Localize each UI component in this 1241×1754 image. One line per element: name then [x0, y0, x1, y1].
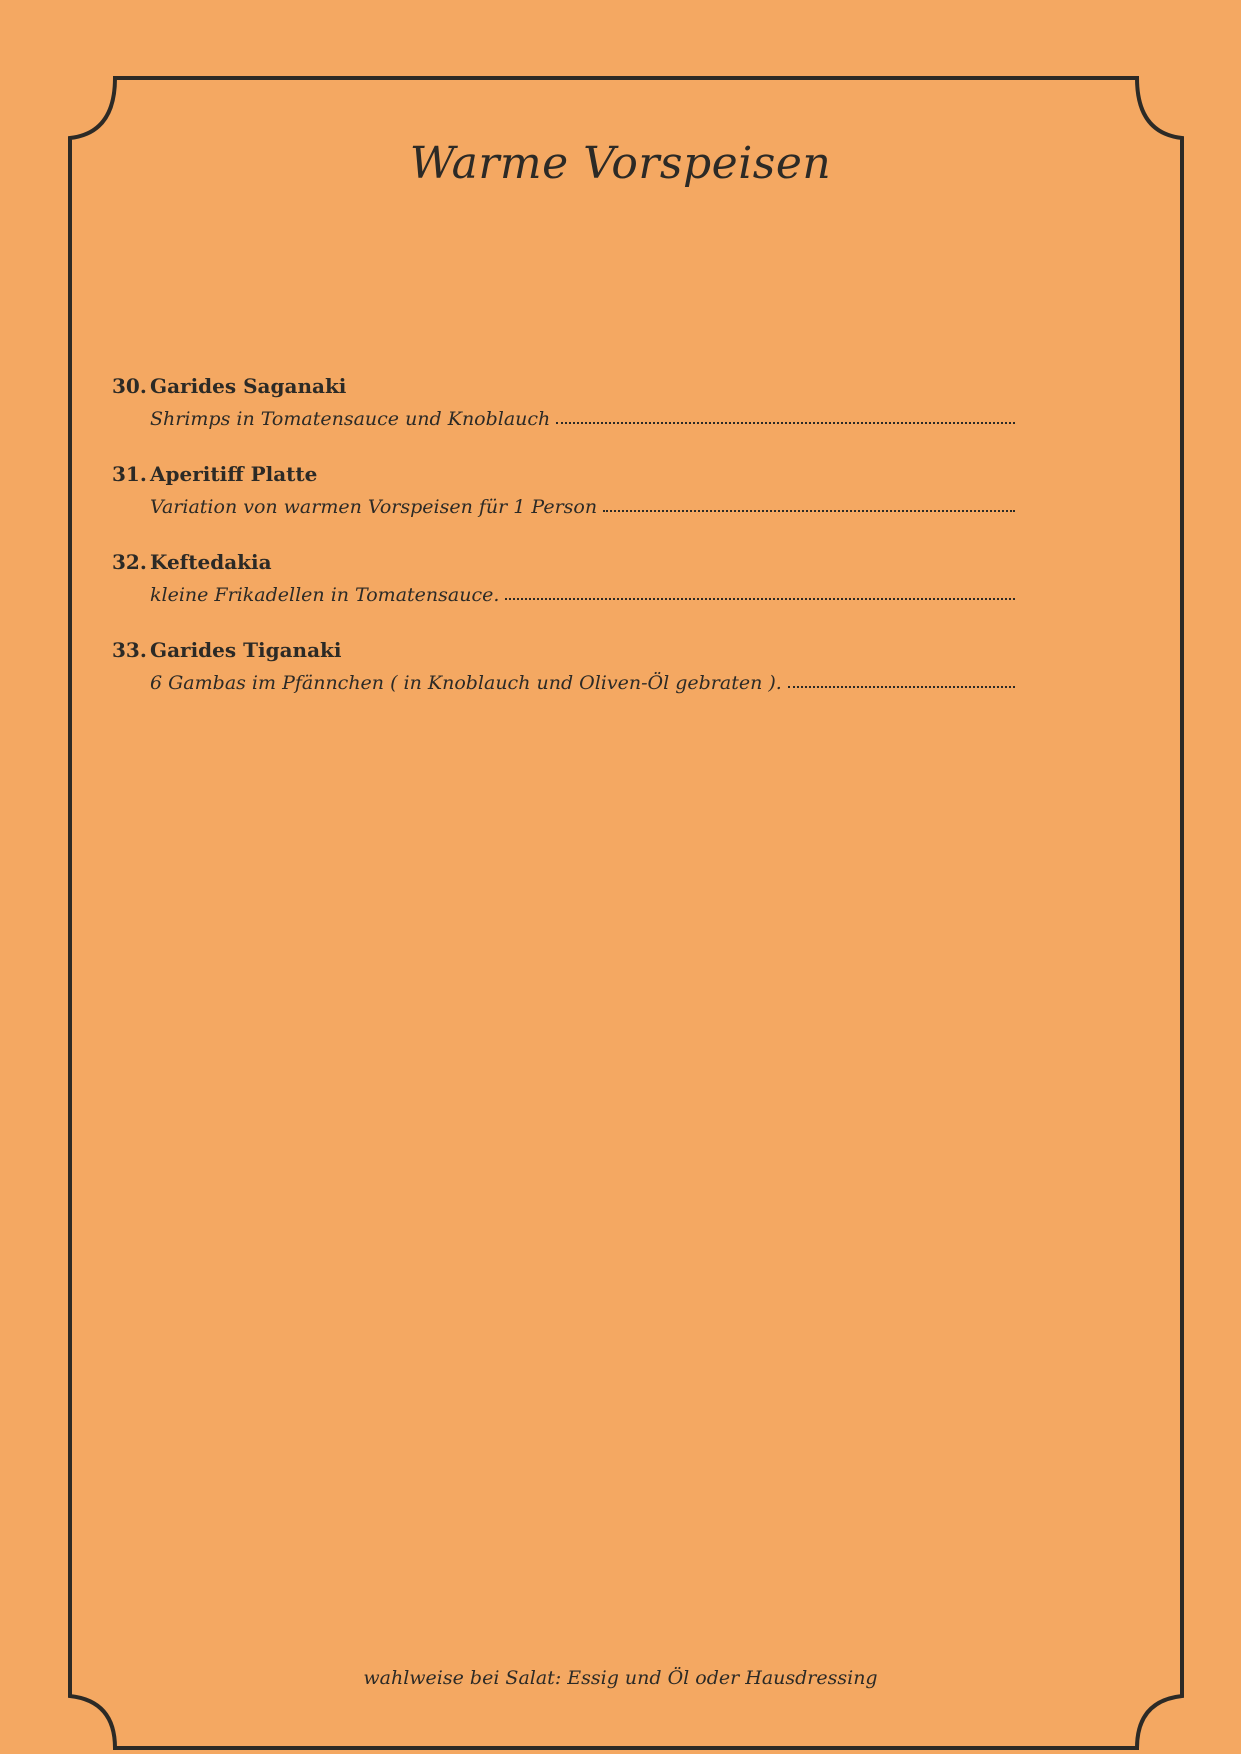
item-description: Variation von warmen Vorspeisen für 1 Person: [150, 496, 598, 518]
item-name: Garides Tiganaki: [150, 638, 342, 662]
item-description: 6 Gambas im Pfännchen ( in Knoblauch und Oliven-Öl gebraten ).: [150, 672, 782, 694]
dot-leader: [603, 509, 1015, 512]
item-number: 32.: [112, 550, 147, 574]
item-description: kleine Frikadellen in Tomatensauce.: [150, 584, 500, 606]
item-name: Aperitiff Platte: [150, 462, 318, 486]
menu-item: [112, 370, 1015, 436]
menu-list: [112, 370, 1015, 722]
item-description: Shrimps in Tomatensauce und Knoblauch: [150, 408, 551, 430]
dot-leader: [505, 597, 1015, 600]
dot-leader: [788, 685, 1015, 688]
dot-leader: [556, 421, 1015, 424]
menu-item: [112, 458, 1015, 524]
item-number: 31.: [112, 462, 147, 486]
item-name: Keftedakia: [150, 550, 272, 574]
item-number: 33.: [112, 638, 147, 662]
item-number: 30.: [112, 374, 147, 398]
footer-note: wahlweise bei Salat: Essig und Öl oder Hausdressing: [363, 1667, 878, 1689]
item-name: Garides Saganaki: [150, 374, 347, 398]
page-title: Warme Vorspeisen: [409, 138, 832, 189]
menu-item: [112, 546, 1015, 612]
menu-item: [112, 634, 1015, 700]
